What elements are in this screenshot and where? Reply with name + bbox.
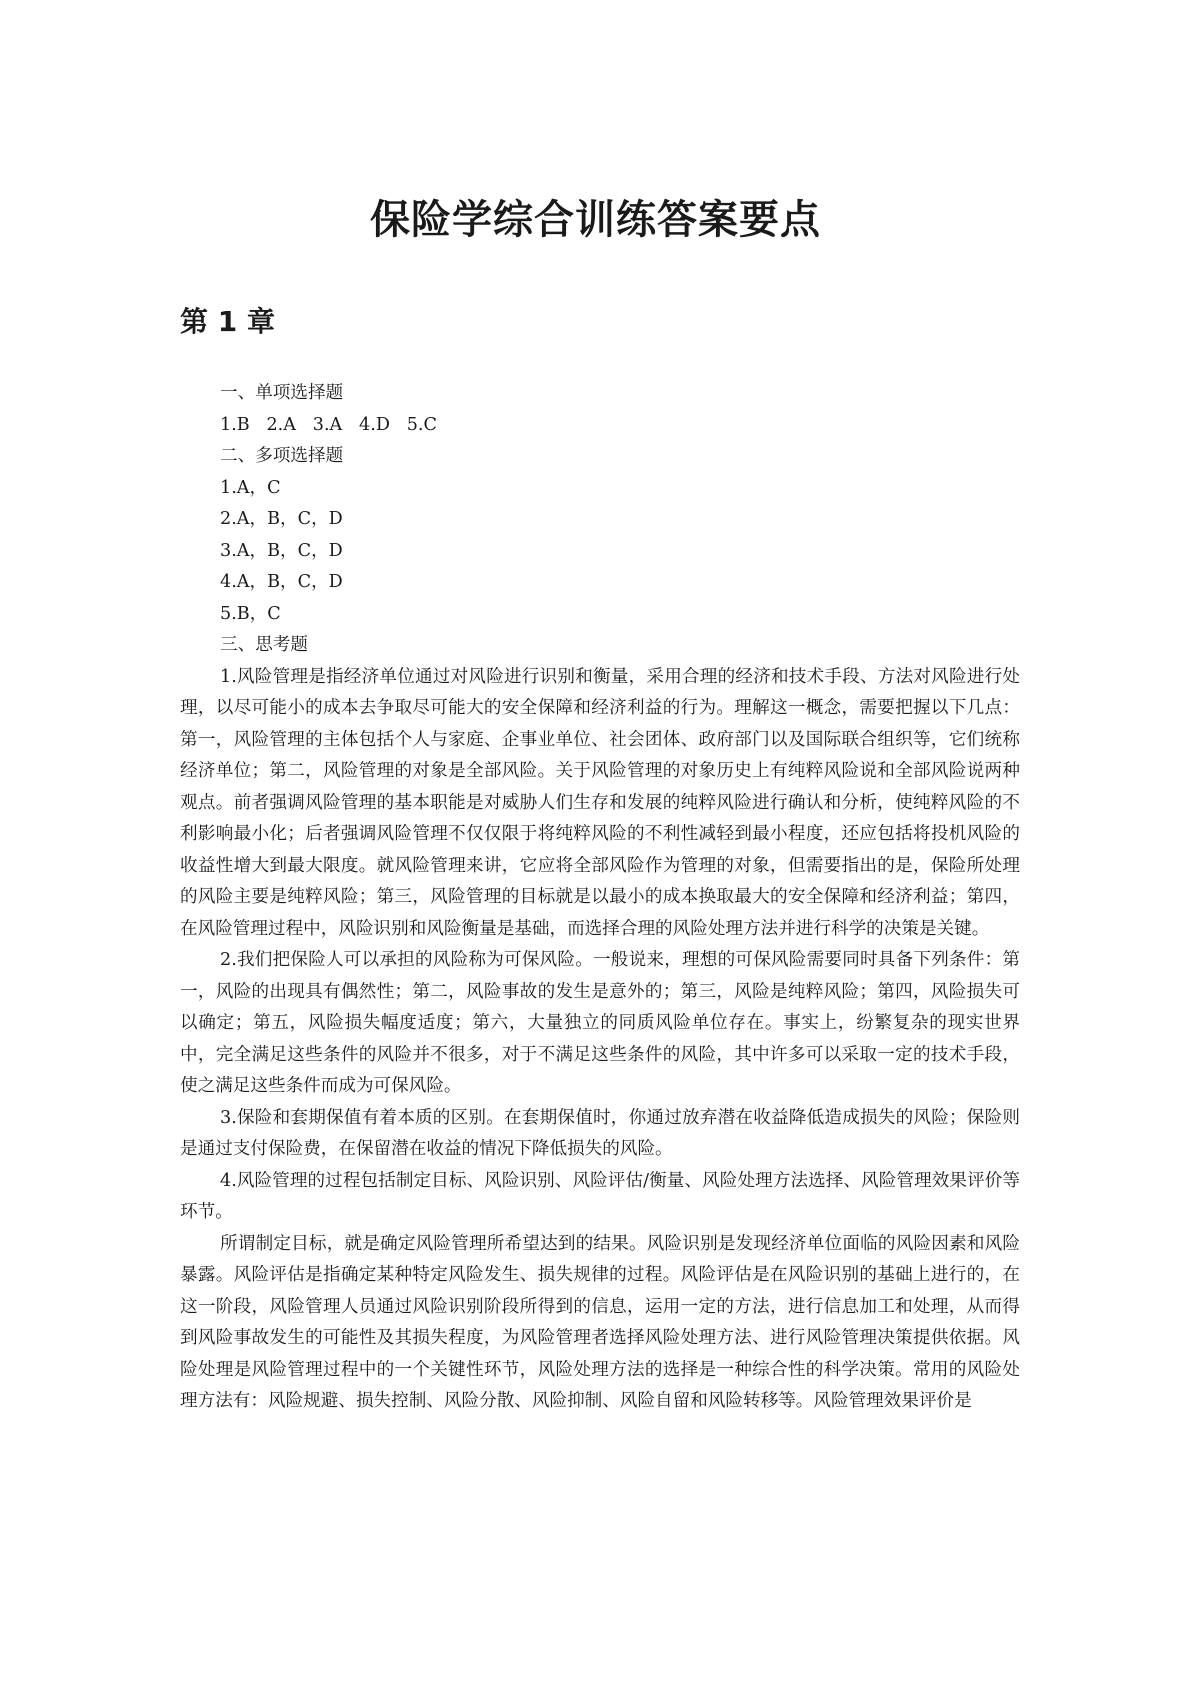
- multiple-choice-answer: 3.A，B，C，D: [220, 540, 343, 561]
- discussion-paragraph: 1.风险管理是指经济单位通过对风险进行识别和衡量，采用合理的经济和技术手段、方法对风险进行处理，以尽可能小的成本去争取尽可能大的安全保障和经济利益的行为。理解这一概念，需要把握以下几点：第一，风险管理的主体包括个人与家庭、企事业单位、社会团体、政府部门以及国际联合组织等，它们统称经济单位；第二，风险管理的对象是全部风险。关于风险管理的对象历史上有纯粹风险说和全部风险说两种观点。前者强调风险管理的基本职能是对威胁人们生存和发展的纯粹风险进行确认和分析，使纯粹风险的不利影响最小化；后者强调风险管理不仅仅限于将纯粹风险的不利性减轻到最小程度，还应包括将投机风险的收益性增大到最大限度。就风险管理来讲，它应将全部风险作为管理的对象，但需要指出的是，保险所处理的风险主要是纯粹风险；第三，风险管理的目标就是以最小的成本换取最大的安全保障和经济利益；第四，在风险管理过程中，风险识别和风险衡量是基础，而选择合理的风险处理方法并进行科学的决策是关键。: [180, 666, 1020, 939]
- multiple-choice-answer: 5.B，C: [220, 603, 281, 624]
- single-choice-heading: 一、单项选择题: [220, 383, 344, 403]
- document-title: 保险学综合训练答案要点: [370, 197, 821, 243]
- discussion-paragraph: 所谓制定目标，就是确定风险管理所希望达到的结果。风险识别是发现经济单位面临的风险因素和风险暴露。风险评估是指确定某种特定风险发生、损失规律的过程。风险评估是在风险识别的基础上进行的，在这一阶段，风险管理人员通过风险识别阶段所得到的信息，运用一定的方法，进行信息加工和处理，从而得到风险事故发生的可能性及其损失程度，为风险管理者选择风险处理方法、进行风险管理决策提供依据。风险处理是风险管理过程中的一个关键性环节，风险处理方法的选择是一种综合性的科学决策。常用的风险处理方法有：风险规避、损失控制、风险分散、风险抑制、风险自留和风险转移等。风险管理效果评价是: [180, 1233, 1020, 1411]
- single-choice-answers: 1.B 2.A 3.A 4.D 5.C: [220, 414, 437, 435]
- multiple-choice-answer: 4.A，B，C，D: [220, 572, 343, 592]
- discussion-heading: 三、思考题: [220, 635, 308, 655]
- answer-content: [180, 378, 1020, 1418]
- discussion-paragraph: 3.保险和套期保值有着本质的区别。在套期保值时，你通过放弃潜在收益降低造成损失的风险；保险则是通过支付保险费，在保留潜在收益的情况下降低损失的风险。: [180, 1107, 1020, 1159]
- chapter-heading: 第 1 章: [180, 305, 275, 338]
- multiple-choice-answer: 1.A，C: [220, 477, 281, 498]
- discussion-paragraph: 2.我们把保险人可以承担的风险称为可保风险。一般说来，理想的可保风险需要同时具备下列条件：第一，风险的出现具有偶然性；第二，风险事故的发生是意外的；第三，风险是纯粹风险；第四，风险损失可以确定；第五，风险损失幅度适度；第六，大量独立的同质风险单位存在。事实上，纷繁复杂的现实世界中，完全满足这些条件的风险并不很多，对于不满足这些条件的风险，其中许多可以采取一定的技术手段，使之满足这些条件而成为可保风险。: [180, 950, 1020, 1096]
- multiple-choice-heading: 二、多项选择题: [220, 446, 344, 466]
- multiple-choice-answer: 2.A，B，C，D: [220, 509, 343, 529]
- discussion-paragraph: 4.风险管理的过程包括制定目标、风险识别、风险评估/衡量、风险处理方法选择、风险管理效果评价等环节。: [180, 1170, 1020, 1222]
